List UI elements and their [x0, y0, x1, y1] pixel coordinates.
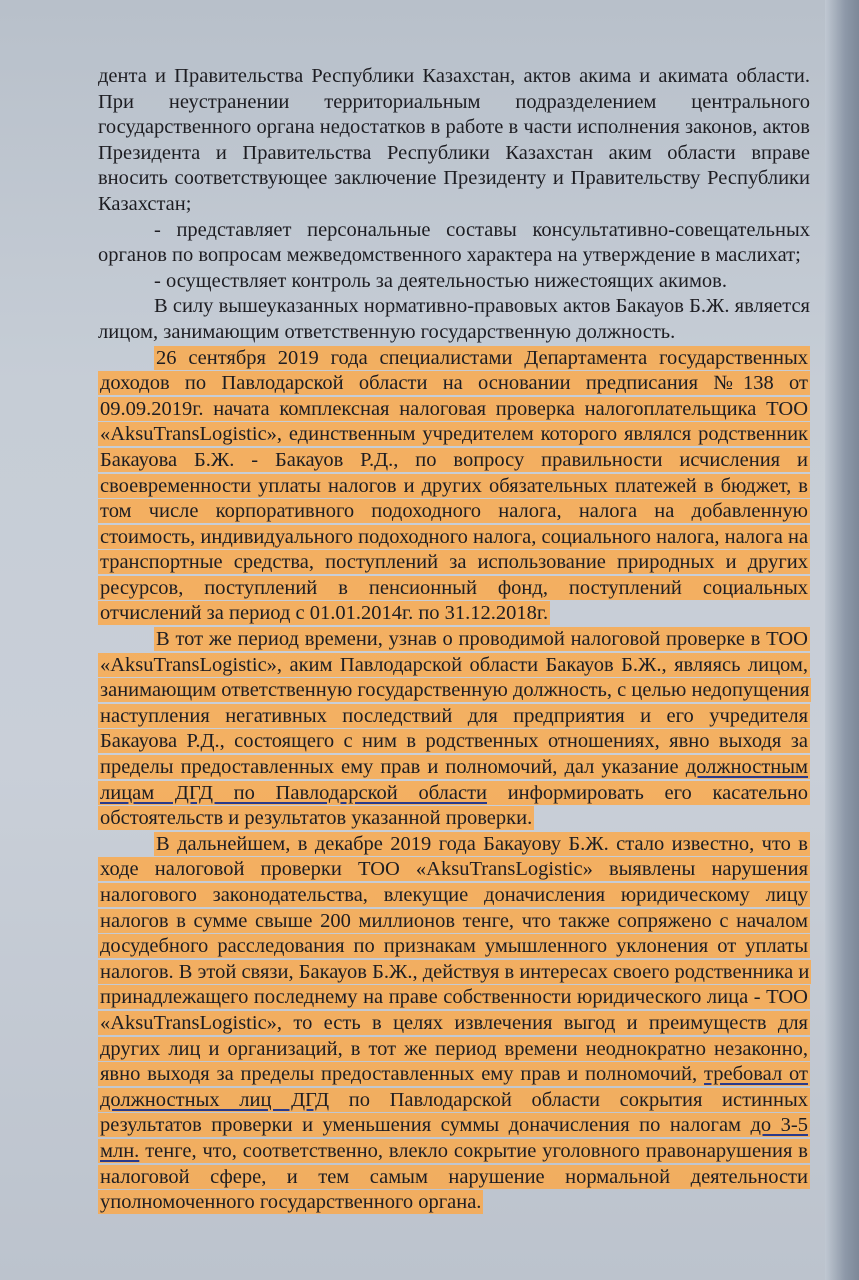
paragraph-consultative-bodies: - представляет персональные составы консультативно-совещательных органов по вопросам межведомственного характера на утверждение в маслихат;	[98, 218, 810, 267]
paragraph-instruction	[98, 627, 810, 832]
paragraph-tax-audit	[98, 346, 810, 628]
paragraph-demands	[98, 832, 810, 1216]
underlined-demanded: требовал от должностных лиц ДГД	[100, 1063, 808, 1111]
demands-text-end: тенге, что, соответственно, влекло сокрытие уголовного правонарушения в налоговой сфере, и тем самым нарушение нормальной деятельности уполномоченного государственного органа.	[100, 1139, 808, 1214]
underlined-amount: до 3-5 млн.	[100, 1114, 808, 1162]
document-page	[98, 64, 810, 1216]
highlight-tax-audit: 26 сентября 2019 года специалистами Департамента государственных доходов по Павлодарской области на основании предписания №138 от 09.09.2019г. начата комплексная налоговая проверка налогоплательщика ТОО «AksuTransLogistic», единственным учредителем которого являлся родственник Бакауова Б.Ж. - Бакауов Р.Д., по вопросу правильности исчисления и своевременности уплаты налогов и других обязательных платежей в бюджет, в том числе корпоративного подоходного налога, налога на добавленную стоимость, индивидуального подоходного налога, социального налога, налога на транспортные средства, поступлений за использование природных и других ресурсов, поступлений в пенсионный фонд, поступлений социальных отчислений за период с 01.01.2014г. по 31.12.2018г.	[100, 346, 809, 625]
underlined-officials: должностным лицам ДГД по Павлодарской области	[100, 756, 808, 804]
page-edge-shadow	[825, 0, 859, 1280]
demands-text-middle: по Павлодарской области сокрытия истинных результатов проверки и уменьшения суммы доначисления по налогам	[100, 1088, 808, 1137]
demands-text-start: В дальнейшем, в декабре 2019 года Бакауову Б.Ж. стало известно, что в ходе налоговой проверки ТОО «AksuTransLogistic» выявлены нарушения налогового законодательства, влекущие доначисления юридическому лицу налогов в сумме свыше 200 миллионов тенге, что также сопряжено с началом досудебного расследования по признакам умышленного уклонения от уплаты налогов. В этой связи, Бакауов Б.Ж., действуя в интересах своего родственника и принадлежащего последнему на праве собственности юридического лица - ТОО «AksuTransLogistic», то есть в целях извлечения выгод и преимуществ для других лиц и организаций, в тот же период времени неоднократно незаконно, явно выходя за пределы предоставленных ему прав и полномочий,	[100, 832, 810, 1086]
instruction-text-start: В тот же период времени, узнав о проводимой налоговой проверке в ТОО «AksuTransLogistic», аким Павлодарской области Бакауов Б.Ж., являясь лицом, занимающим ответственную государственную должность, с целью недопущения наступления негативных последствий для предприятия и его учредителя Бакауова Р.Д., состоящего с ним в родственных отношениях, явно выходя за пределы предоставленных ему прав и полномочий, дал указание	[100, 628, 810, 779]
highlight-demands	[98, 832, 811, 1214]
paragraph-governor-powers: дента и Правительства Республики Казахстан, актов акима и акимата области. При неустранении территориальным подразделением центрального государственного органа недостатков в работе в части исполнения законов, актов Президента и Правительства Республики Казахстан аким области вправе вносить соответствующее заключение Президенту и Правительству Республики Казахстан;	[98, 65, 810, 215]
paragraph-oversight: - осуществляет контроль за деятельностью нижестоящих акимов.	[154, 269, 727, 292]
paragraph-responsible-position: В силу вышеуказанных нормативно-правовых актов Бакауов Б.Ж. является лицом, занимающим ответственную государственную должность.	[98, 295, 810, 343]
highlight-instruction	[98, 627, 811, 830]
instruction-text-end: информировать его касательно обстоятельств и результатов указанной проверки.	[100, 781, 808, 830]
